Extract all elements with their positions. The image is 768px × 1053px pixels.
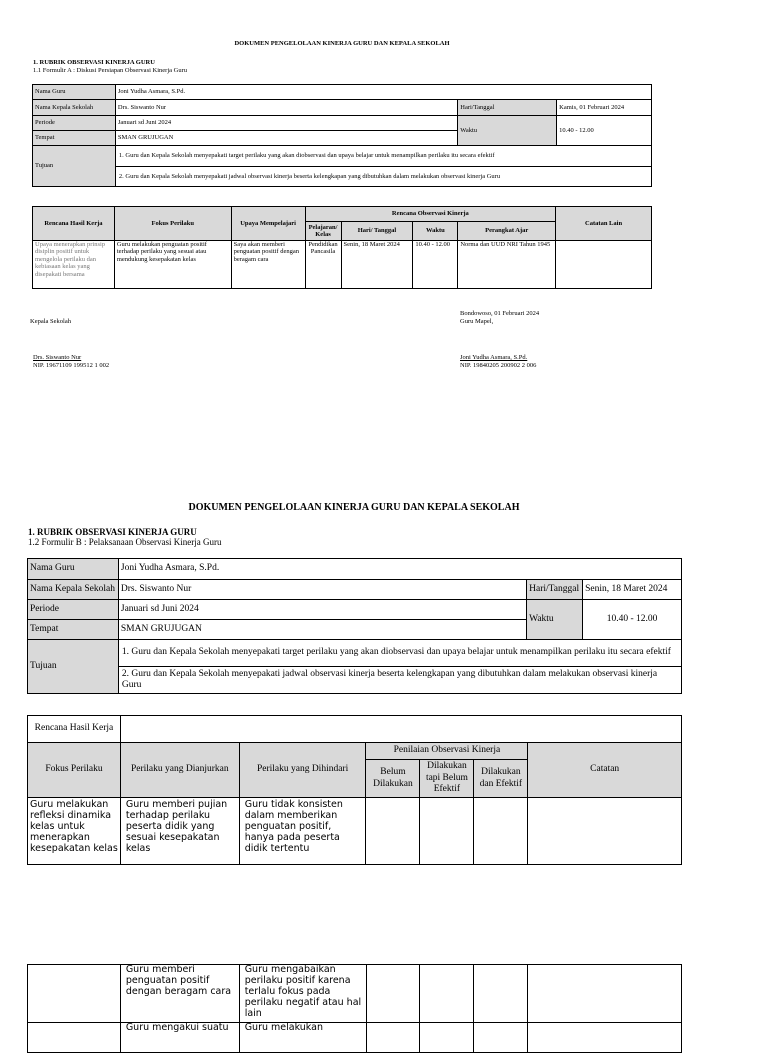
h-rencana-observasi: Rencana Observasi Kinerja [305, 207, 556, 222]
kepala-value-2: Drs. Siswanto Nur [118, 580, 526, 600]
kepala-label: Nama Kepala Sekolah [33, 100, 116, 116]
sign-kepala-nip: NIP. 19671109 199512 1 002 [33, 362, 110, 369]
catatan-cont-2[interactable] [528, 1022, 682, 1052]
h-belum: Belum Dilakukan [366, 760, 420, 798]
waktu-value-2: 10.40 - 12.00 [583, 600, 682, 640]
periode-label: Periode [33, 116, 116, 131]
hari-label-2: Hari/Tanggal [527, 580, 583, 600]
sign-kepala-role: Kepala Sekolah [30, 318, 71, 325]
fokus-cont-1 [28, 965, 121, 1023]
tapi-belum-cell[interactable] [420, 798, 474, 865]
efektif-cont-2[interactable] [474, 1022, 528, 1052]
h-fokus: Fokus Perilaku [114, 207, 231, 241]
catatan-cell[interactable] [528, 798, 682, 865]
sign-kepala-name: Drs. Siswanto Nur [33, 354, 82, 361]
catatan-cont-1[interactable] [528, 965, 682, 1023]
nama-guru-value-2: Joni Yudha Asmara, S.Pd. [118, 559, 681, 580]
efektif-cont-1[interactable] [474, 965, 528, 1023]
doc2-subsection: 1.2 Formulir B : Pelaksanaan Observasi Kinerja Guru [28, 537, 222, 547]
doc1-info-table [32, 84, 652, 187]
h-fokus-2: Fokus Perilaku [28, 743, 121, 798]
h-hari: Hari/ Tanggal [341, 222, 413, 241]
tujuan-1-2: 1. Guru dan Kepala Sekolah menyepakati target perilaku yang akan diobservasi dan upaya belajar untuk menampilkan perilaku itu secara efektif [118, 640, 681, 667]
doc2-section: 1. RUBRIK OBSERVASI KINERJA GURU [28, 527, 197, 537]
belum-cont-2[interactable] [366, 1022, 420, 1052]
waktu-label-2: Waktu [527, 600, 583, 640]
nama-guru-label-2: Nama Guru [28, 559, 119, 580]
dianjurkan-value: Guru memberi pujian terhadap perilaku peserta didik yang sesuai kesepakatan kelas [120, 798, 239, 865]
hari-value-2: Senin, 18 Maret 2024 [583, 580, 682, 600]
tujuan-1: 1. Guru dan Kepala Sekolah menyepakati target perilaku yang akan diobservasi dan upaya belajar untuk menampilkan perilaku itu secara efektif [115, 146, 651, 167]
sign-guru-role: Guru Mapel, [460, 318, 494, 325]
tujuan-2: 2. Guru dan Kepala Sekolah menyepakati jadwal observasi kinerja beserta kelengkapan yang dibutuhkan dalam melakukan observasi kinerja Guru [115, 167, 651, 187]
dihindari-value: Guru tidak konsisten dalam memberikan penguatan positif, hanya pada peserta didik tertentu [239, 798, 366, 865]
h-penilaian: Penilaian Observasi Kinerja [366, 743, 528, 760]
doc1-title: DOKUMEN PENGELOLAAN KINERJA GURU DAN KEPALA SEKOLAH [234, 40, 450, 47]
doc1-plan-table [32, 206, 652, 289]
dihindari-cont-2: Guru melakukan [239, 1022, 366, 1052]
doc1-section: 1. RUBRIK OBSERVASI KINERJA GURU [33, 59, 155, 66]
fokus-cont-2 [28, 1022, 121, 1052]
pelajaran-value: Pendidikan Pancasila [305, 241, 341, 289]
periode-label-2: Periode [28, 600, 119, 620]
perangkat-value: Norma dan UUD NRI Tahun 1945 [458, 241, 556, 289]
h-pelajaran: Pelajaran/ Kelas [305, 222, 341, 241]
h-perangkat: Perangkat Ajar [458, 222, 556, 241]
catatan-lain-value [556, 241, 652, 289]
h-rencana: Rencana Hasil Kerja [33, 207, 115, 241]
doc2-info-table [27, 558, 682, 694]
periode-value-2: Januari sd Juni 2024 [118, 600, 526, 620]
belum-cell[interactable] [366, 798, 420, 865]
belum-cont-1[interactable] [366, 965, 420, 1023]
h-catatan-2: Catatan [528, 743, 682, 798]
hari-label: Hari/Tanggal [458, 100, 557, 116]
tempat-value: SMAN GRUJUGAN [115, 131, 457, 146]
doc2-continuation-table [27, 964, 682, 1053]
periode-value: Januari sd Juni 2024 [115, 116, 457, 131]
h-rencana-2: Rencana Hasil Kerja [28, 716, 121, 743]
tapi-cont-2[interactable] [420, 1022, 474, 1052]
nama-guru-value: Joni Yudha Asmara, S.Pd. [115, 85, 651, 100]
hari-plan-value: Senin, 18 Maret 2024 [341, 241, 413, 289]
doc2-continuation-clip [27, 964, 683, 1033]
tempat-label: Tempat [33, 131, 116, 146]
fokus-value-2: Guru melakukan refleksi dinamika kelas untuk menerapkan kesepakatan kelas [28, 798, 121, 865]
doc2-observation-table [27, 715, 682, 865]
rencana-value-2 [120, 716, 681, 743]
waktu-label: Waktu [458, 116, 557, 146]
sign-guru-name: Joni Yudha Asmara, S.Pd. [460, 354, 528, 361]
tempat-value-2: SMAN GRUJUGAN [118, 620, 526, 640]
h-catatan-lain: Catatan Lain [556, 207, 652, 241]
hari-value: Kamis, 01 Februari 2024 [557, 100, 652, 116]
doc1-subsection: 1.1 Formulir A : Diskusi Persiapan Observasi Kinerja Guru [33, 67, 187, 74]
kepala-label-2: Nama Kepala Sekolah [28, 580, 119, 600]
nama-guru-label: Nama Guru [33, 85, 116, 100]
h-dianjurkan: Perilaku yang Dianjurkan [120, 743, 239, 798]
h-dihindari: Perilaku yang Dihindari [239, 743, 366, 798]
h-upaya: Upaya Mempelajari [231, 207, 305, 241]
tempat-label-2: Tempat [28, 620, 119, 640]
tujuan-label-2: Tujuan [28, 640, 119, 694]
waktu-value: 10.40 - 12.00 [557, 116, 652, 146]
tujuan-2-2: 2. Guru dan Kepala Sekolah menyepakati jadwal observasi kinerja beserta kelengkapan yang dibutuhkan dalam melakukan observasi kinerja Guru [118, 667, 681, 694]
dianjurkan-cont-2: Guru mengakui suatu [120, 1022, 239, 1052]
tujuan-label: Tujuan [33, 146, 116, 187]
sign-guru-nip: NIP. 19840205 200902 2 006 [460, 362, 537, 369]
efektif-cell[interactable] [474, 798, 528, 865]
sign-place-date: Bondowoso, 01 Februari 2024 [460, 310, 540, 317]
dihindari-cont-1: Guru mengabaikan perilaku positif karena terlalu fokus pada perilaku negatif atau hal lain [239, 965, 366, 1023]
h-efektif: Dilakukan dan Efektif [474, 760, 528, 798]
fokus-value: Guru melakukan penguatan positif terhadap perilaku yang sesuai atau mendukung kesepakatan kelas [114, 241, 231, 289]
doc2-title: DOKUMEN PENGELOLAAN KINERJA GURU DAN KEPALA SEKOLAH [188, 502, 520, 513]
kepala-value: Drs. Siswanto Nur [115, 100, 457, 116]
upaya-value: Saya akan memberi penguatan positif dengan beragam cara [231, 241, 305, 289]
waktu-plan-value: 10.40 - 12.00 [413, 241, 458, 289]
dianjurkan-cont-1: Guru memberi penguatan positif dengan beragam cara [120, 965, 239, 1023]
tapi-cont-1[interactable] [420, 965, 474, 1023]
rencana-value: Upaya menerapkan prinsip disiplin positif untuk mengelola perilaku dan kebiasaan kelas yang disepakati bersama [33, 241, 115, 289]
h-tapi-belum: Dilakukan tapi Belum Efektif [420, 760, 474, 798]
h-waktu: Waktu [413, 222, 458, 241]
